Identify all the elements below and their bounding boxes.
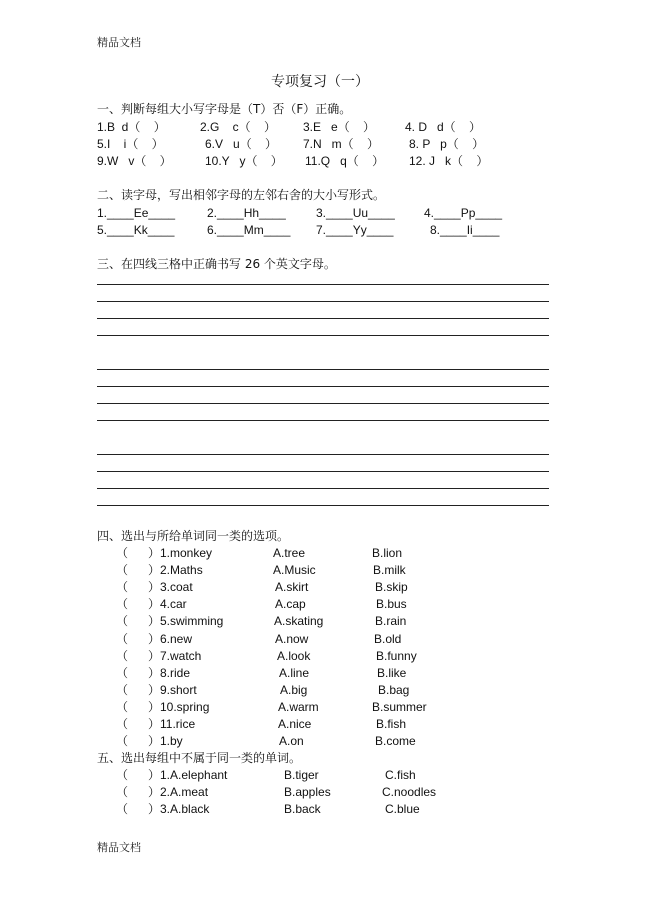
option-a: A.skirt [275,580,309,595]
option-a: A.cap [275,597,306,612]
question-prompt: （ ）8.ride [116,665,191,680]
section4-heading: 四、选出与所给单词同一类的选项。 [97,529,290,543]
s2-item: 6.____Mm____ [207,223,291,237]
option-c: C.noodles [382,785,437,799]
option-b: B.lion [372,546,403,560]
section3-heading: 三、在四线三格中正确书写 26 个英文字母。 [97,257,336,271]
writing-line [97,369,549,370]
question-prompt: （ ）3.coat [116,580,193,595]
s1-item: 6.V u（ ） [205,137,278,151]
s2-item: 7.____Yy____ [316,223,394,237]
s2-item: 4.____Pp____ [424,206,503,220]
question-prompt: （ ）5.swimming [116,614,224,629]
option-b: B.milk [373,563,406,578]
writing-line [97,284,549,285]
s1-item: 1.B d（ ） [97,120,166,134]
section2-heading: 二、读字母，写出相邻字母的左邻右舍的大小写形式。 [97,188,386,202]
option-b: B.fish [376,717,407,731]
writing-line [97,386,549,387]
option-c: C.blue [385,802,420,816]
s1-item: 4. D d（ ） [405,120,482,134]
option-b: B.like [377,665,407,680]
s1-item: 2.G c（ ） [200,120,277,134]
page-title: 专项复习（一） [271,74,369,90]
question-prompt: （ ）1.A.elephant [116,768,228,782]
s1-item: 9.W v（ ） [97,154,172,168]
option-a: A.on [279,734,304,749]
s2-item: 8.____Ii____ [430,223,500,237]
s2-item: 3.____Uu____ [316,206,395,220]
question-prompt: （ ）3.A.black [116,802,210,816]
page-footer: 精品文档 [97,841,141,854]
s1-item: 5.I i（ ） [97,137,164,151]
writing-line [97,505,549,506]
s1-item: 11.Q q（ ） [305,154,385,168]
question-prompt: （ ）6.new [116,631,193,646]
question-prompt: （ ）10.spring [116,699,210,714]
page-header: 精品文档 [97,36,141,49]
writing-line [97,488,549,489]
option-b: B.old [374,631,402,646]
option-b: B.bag [378,682,410,697]
writing-line [97,335,549,336]
s1-item: 7.N m（ ） [303,137,380,151]
option-b: B.summer [372,699,427,714]
writing-line [97,420,549,421]
option-b: B.tiger [284,768,319,782]
option-a: A.nice [278,717,312,731]
option-b: B.skip [375,580,408,595]
writing-line [97,471,549,472]
question-prompt: （ ）1.by [116,734,183,749]
option-a: A.Music [273,563,316,578]
s2-item: 2.____Hh____ [207,206,286,220]
option-a: A.look [277,648,311,663]
option-c: C.fish [385,768,416,782]
section5-heading: 五、选出每组中不属于同一类的单词。 [97,751,302,765]
option-b: B.rain [375,614,407,629]
question-prompt: （ ）2.Maths [116,563,203,578]
writing-line [97,403,549,404]
s1-item: 8. P p（ ） [409,137,485,151]
question-prompt: （ ）9.short [116,682,197,697]
writing-line [97,318,549,319]
writing-line [97,301,549,302]
s2-item: 1.____Ee____ [97,206,176,220]
question-prompt: （ ）11.rice [116,717,196,731]
s1-item: 3.E e（ ） [303,120,376,134]
option-b: B.funny [376,648,417,663]
option-a: A.tree [273,546,306,560]
option-a: A.skating [274,614,324,629]
s1-item: 12. J k（ ） [409,154,489,168]
option-b: B.bus [376,597,407,612]
option-a: A.big [280,682,308,697]
writing-line [97,454,549,455]
s2-item: 5.____Kk____ [97,223,175,237]
section1-heading: 一、判断每组大小写字母是（T）否（F）正确。 [97,102,352,116]
question-prompt: （ ）7.watch [116,648,202,663]
option-b: B.come [375,734,416,749]
option-b: B.apples [284,785,331,799]
option-a: A.line [279,665,310,680]
question-prompt: （ ）1.monkey [116,546,213,560]
option-a: A.now [275,631,309,646]
option-a: A.warm [278,699,319,714]
question-prompt: （ ）4.car [116,597,187,612]
option-b: B.back [284,802,321,816]
question-prompt: （ ）2.A.meat [116,785,209,799]
s1-item: 10.Y y（ ） [205,154,283,168]
